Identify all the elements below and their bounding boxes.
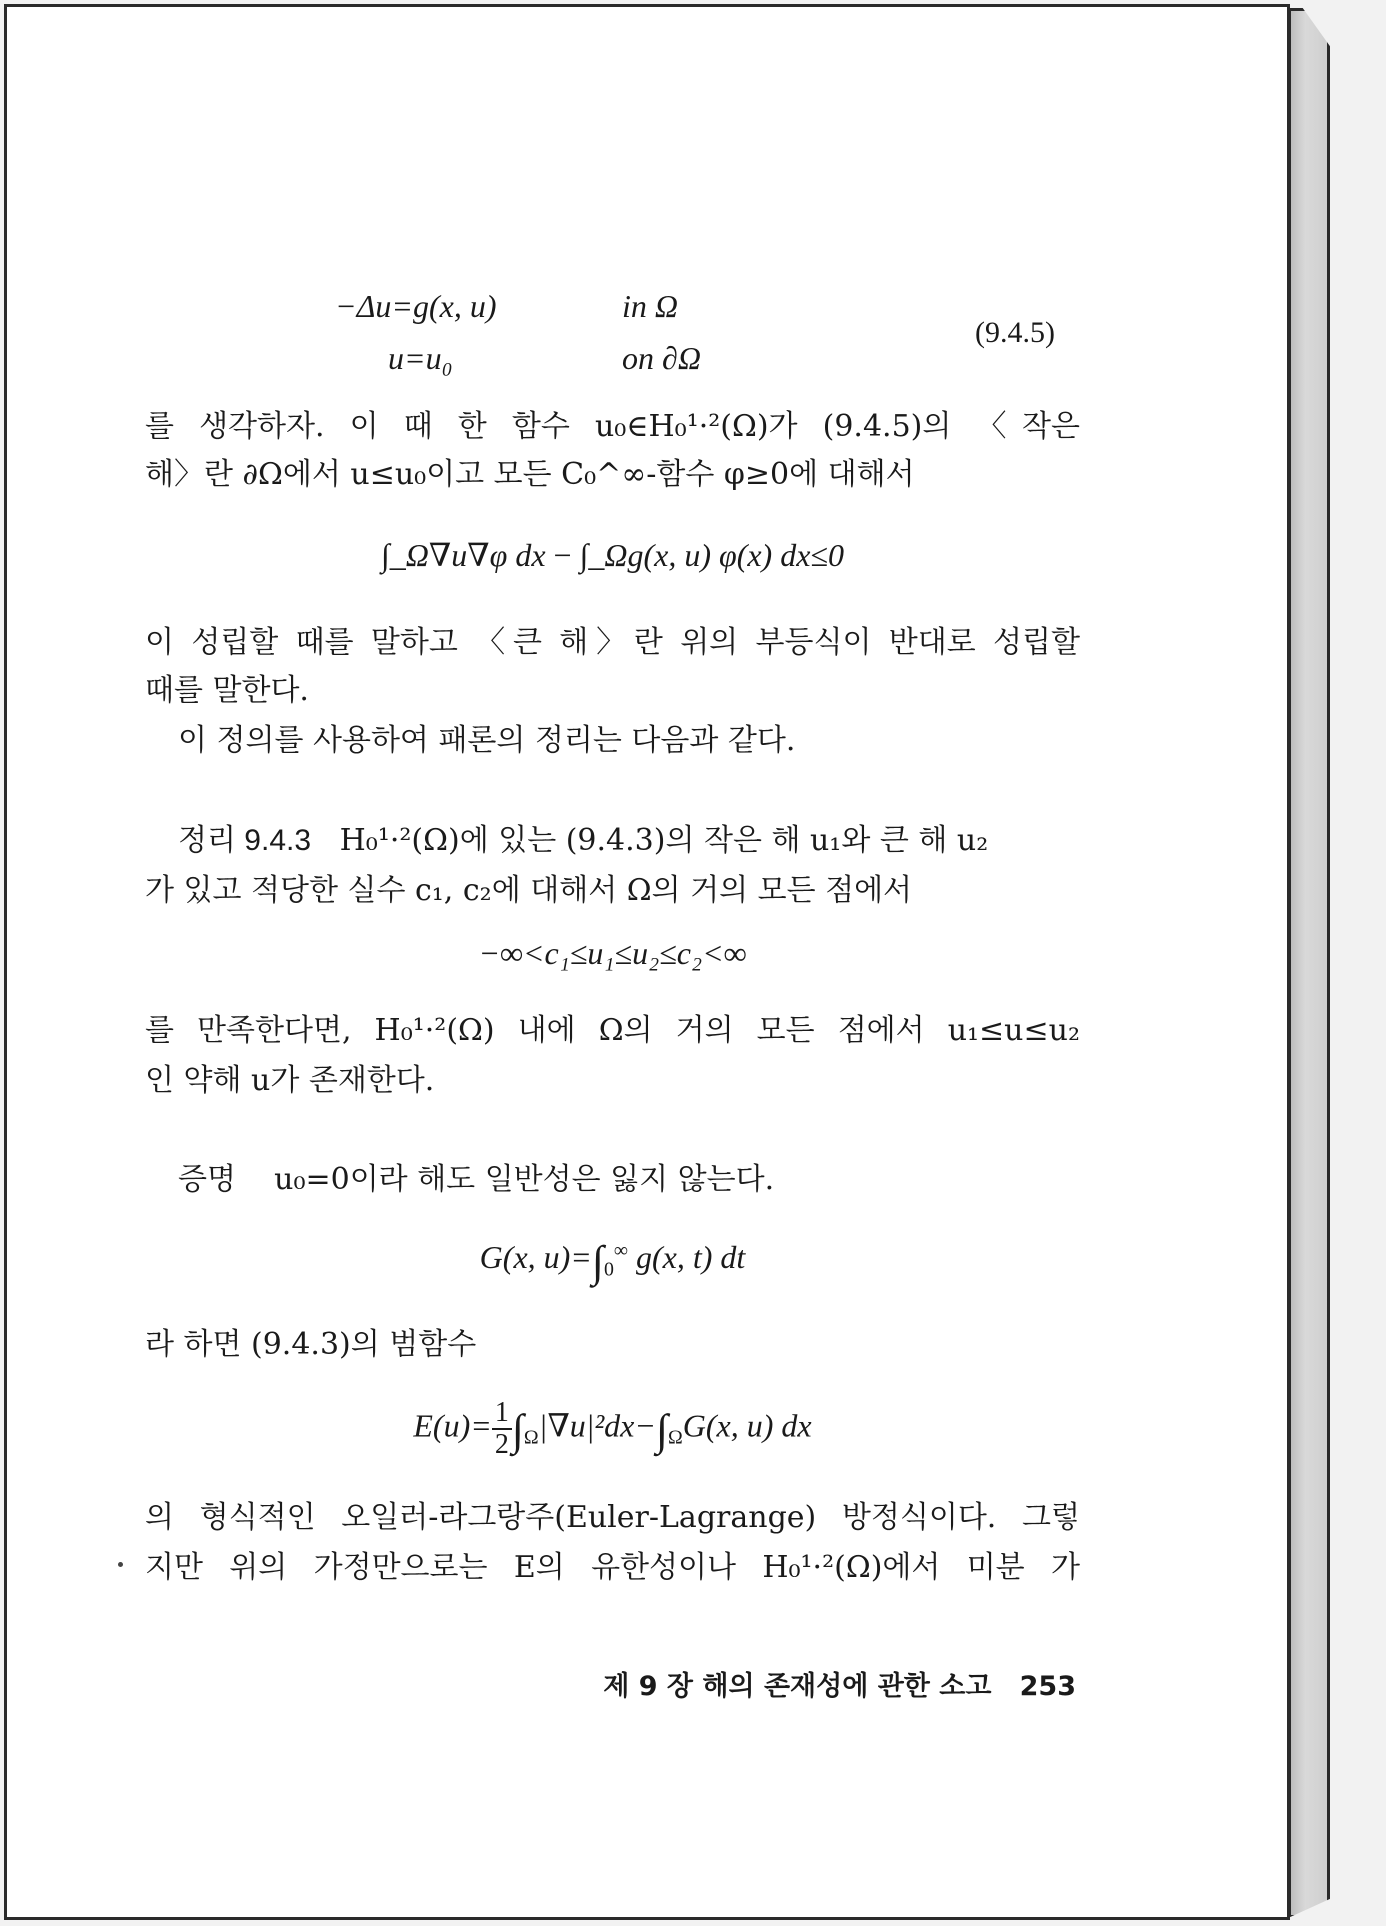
paragraph-line: 의 형식적인 오일러-라그랑주(Euler-Lagrange) 방정식이다. 그렇 <box>145 1500 1080 1535</box>
g-definition <box>145 1236 1080 1287</box>
theorem-text: H₀¹·²(Ω)에 있는 (9.4.3)의 작은 해 u₁와 큰 해 u₂ <box>339 823 989 858</box>
paragraph-line: 때를 말한다. <box>145 673 309 708</box>
integral-domain: Ω <box>523 1426 539 1449</box>
integral-upper-limit: ∞ <box>613 1239 629 1262</box>
fraction-numerator: 1 <box>492 1398 512 1430</box>
paragraph-line: 지만 위의 가정만으로는 E의 유한성이나 H₀¹·²(Ω)에서 미분 가 <box>145 1550 1080 1585</box>
integral-sign-icon: ∫ <box>591 1237 604 1286</box>
g-def-rhs: g(x, t) dt <box>636 1239 746 1275</box>
e-def-rhs2: G(x, u) dx <box>682 1407 812 1444</box>
paragraph-line: 이 성립할 때를 말하고 〈큰 해〉란 위의 부등식이 반대로 성립할 <box>145 625 1080 660</box>
theorem-line <box>178 816 1080 866</box>
e-definition <box>145 1398 1080 1460</box>
paragraph-line: 라 하면 (9.4.3)의 범함수 <box>145 1327 477 1362</box>
integral-sign-icon: ∫ <box>511 1405 524 1455</box>
e-def-rhs: |∇u|²dx− <box>538 1407 656 1444</box>
inequality-chain: −∞<c₁≤u₁≤u₂≤c₂<∞ <box>478 935 747 971</box>
theorem-line: 가 있고 적당한 실수 c₁, c₂에 대해서 Ω의 거의 모든 점에서 <box>145 873 913 908</box>
equation-945-line1-lhs: −Δu=g(x, u) <box>335 288 497 324</box>
equation-945-line2-condition: on ∂Ω <box>622 340 701 376</box>
proof-line <box>178 1155 1080 1205</box>
theorem-line: 인 약해 u가 존재한다. <box>145 1063 435 1098</box>
integral-sign-icon: ∫ <box>655 1405 669 1455</box>
chapter-title: 제 9 장 해의 존재성에 관한 소고 <box>603 1671 992 1702</box>
integral-domain: Ω <box>668 1426 683 1449</box>
proof-text: u₀=0이라 해도 일반성은 잃지 않는다. <box>274 1162 775 1197</box>
fraction <box>492 1398 512 1460</box>
equation-number: (9.4.5) <box>975 316 1055 349</box>
equation-945-line1-condition: in Ω <box>622 288 679 324</box>
paragraph-line: 해〉란 ∂Ω에서 u≤u₀이고 모든 C₀^∞-함수 φ≥0에 대해서 <box>145 457 915 492</box>
paragraph-line: 를 생각하자. 이 때 한 함수 u₀∈H₀¹·²(Ω)가 (9.4.5)의 〈작은 <box>145 409 1080 444</box>
page-stack-edge <box>1288 8 1330 1918</box>
proof-label: 증명 <box>178 1162 236 1197</box>
integral-left: ∫_Ω∇u∇φ dx <box>381 537 546 573</box>
minus-sign: − <box>553 537 572 573</box>
fraction-denominator: 2 <box>494 1429 509 1460</box>
integral-lower-limit: 0 <box>603 1258 614 1281</box>
e-def-lhs: E(u)= <box>413 1407 492 1444</box>
running-footer <box>603 1664 1076 1703</box>
equation-945-line2-lhs: u=u₀ <box>388 340 453 376</box>
g-def-lhs: G(x, u)= <box>479 1239 592 1275</box>
theorem-line: 를 만족한다면, H₀¹·²(Ω) 내에 Ω의 거의 모든 점에서 u₁≤u≤u₂ <box>145 1013 1080 1048</box>
page-number: 253 <box>1019 1671 1076 1702</box>
inequality-display <box>145 536 1080 574</box>
paragraph-line: 이 정의를 사용하여 패론의 정리는 다음과 같다. <box>178 723 796 758</box>
integral-right: ∫_Ωg(x, u) φ(x) dx≤0 <box>579 537 844 573</box>
margin-dot <box>118 1562 123 1567</box>
theorem-label: 정리 9.4.3 <box>178 824 312 857</box>
